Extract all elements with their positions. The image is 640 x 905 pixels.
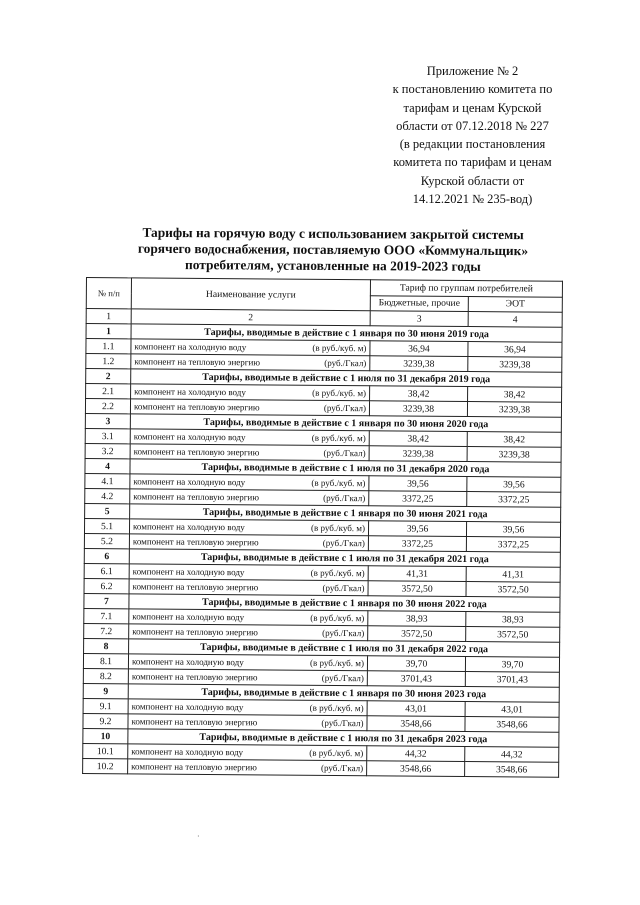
row-number: 10.1 [83, 743, 128, 758]
title-line: потребителям, установленные на 2019-2023 годы [185, 257, 481, 275]
row-number: 4.1 [85, 473, 130, 488]
group-number: 4 [85, 458, 130, 473]
tariff-eot-value: 38,93 [466, 611, 560, 627]
service-unit: (руб./Гкал) [322, 582, 365, 593]
service-name: компонент на тепловую энергию [131, 760, 257, 772]
service-name: компонент на холодную воду [134, 385, 246, 397]
service-unit: (в руб./куб. м) [310, 567, 365, 578]
row-number: 1.2 [86, 354, 131, 369]
tariff-budget-value: 3239,38 [369, 446, 467, 462]
tariff-budget-value: 3548,66 [367, 761, 465, 777]
service-wrap [133, 535, 365, 550]
tariff-eot-value: 38,42 [467, 431, 561, 447]
tariff-eot-value: 3701,43 [465, 671, 559, 687]
tariff-budget-value: 39,56 [369, 476, 467, 492]
tariff-eot-value: 36,94 [468, 342, 562, 358]
tariff-eot-value: 3239,38 [468, 357, 562, 373]
group-title: Тарифы, вводимые в действие с 1 января по 30 июня 2021 года [130, 504, 561, 522]
service-wrap [134, 340, 366, 355]
appendix-line: Курской области от [420, 173, 525, 188]
tariff-budget-value: 3239,38 [370, 356, 468, 372]
group-number: 10 [83, 728, 128, 743]
tariff-eot-value: 3239,38 [467, 446, 561, 462]
service-name: компонент на холодную воду [133, 430, 246, 442]
service-name: компонент на тепловую энергию [131, 670, 258, 682]
service-name: компонент на холодную воду [131, 745, 244, 757]
row-number: 6.2 [84, 578, 129, 593]
row-number: 7.2 [84, 623, 129, 638]
service-wrap [132, 655, 364, 670]
group-title: Тарифы, вводимые в действие с 1 июля по 31 декабря 2021 года [129, 549, 560, 567]
service-wrap [133, 490, 365, 505]
group-number: 9 [83, 683, 128, 698]
row-number: 6.1 [84, 563, 129, 578]
service-name: компонент на тепловую энергию [132, 580, 259, 592]
tariff-eot-value: 39,56 [467, 476, 561, 492]
tariff-budget-value: 3372,25 [368, 536, 466, 552]
service-name: компонент на тепловую энергию [131, 715, 258, 727]
row-number: 4.2 [85, 488, 130, 503]
service-name: компонент на тепловую энергию [132, 625, 258, 637]
group-number: 7 [84, 593, 129, 608]
tariff-budget-value: 36,94 [370, 341, 468, 357]
service-unit: (руб./Гкал) [323, 492, 366, 503]
group-number: 3 [85, 413, 130, 428]
service-wrap [131, 760, 363, 775]
tariff-budget-value: 3239,38 [369, 401, 467, 417]
service-name: компонент на холодную воду [132, 565, 245, 577]
group-title: Тарифы, вводимые в действие с 1 января по 30 июня 2020 года [130, 414, 561, 432]
tariff-budget-value: 39,70 [367, 656, 465, 672]
tariff-eot-value: 41,31 [466, 566, 560, 582]
tariff-eot-value: 39,56 [466, 521, 560, 537]
tariff-budget-value: 38,42 [369, 431, 467, 447]
row-number: 2.1 [86, 384, 131, 399]
tariff-eot-value: 39,70 [465, 656, 559, 672]
service-wrap [133, 565, 365, 580]
tariff-budget-value: 38,42 [370, 386, 468, 402]
group-title: Тарифы, вводимые в действие с 1 января по 30 июня 2022 года [129, 594, 560, 612]
row-number: 5.1 [84, 518, 129, 533]
service-unit: (в руб./куб. м) [312, 342, 367, 353]
tariff-eot-value: 3548,66 [465, 761, 559, 777]
service-unit: (в руб./куб. м) [309, 747, 364, 758]
row-number: 5.2 [84, 533, 129, 548]
service-wrap [133, 580, 365, 595]
service-name: компонент на холодную воду [132, 610, 245, 622]
tariff-eot-value: 3372,25 [466, 536, 560, 552]
appendix-line: комитета по тарифам и ценам [393, 155, 552, 170]
tariff-eot-value: 3572,50 [466, 581, 560, 597]
service-wrap [134, 445, 366, 460]
group-title: Тарифы, вводимые в действие с 1 июля по 31 декабря 2019 года [131, 369, 562, 387]
tariff-eot-value: 3372,25 [467, 491, 561, 507]
tariff-eot-value: 3572,50 [466, 626, 560, 642]
tariff-eot-value: 43,01 [465, 701, 559, 717]
appendix-line: Приложение № 2 [426, 64, 519, 78]
service-unit: (в руб./куб. м) [310, 612, 365, 623]
tariff-budget-value: 3372,25 [369, 491, 467, 507]
tariff-budget-value: 43,01 [367, 701, 465, 717]
row-number: 8.2 [83, 668, 128, 683]
service-wrap [134, 355, 366, 370]
tariff-budget-value: 3572,50 [368, 626, 466, 642]
service-wrap [133, 520, 365, 535]
service-wrap [132, 610, 364, 625]
document-title [88, 225, 578, 277]
header-row [86, 278, 562, 297]
service-name: компонент на холодную воду [131, 700, 244, 712]
service-wrap [132, 670, 364, 685]
service-name: компонент на холодную воду [133, 520, 245, 532]
header-col3: Бюджетные, прочие [370, 295, 468, 311]
appendix-line: 14.12.2021 № 235-вод) [412, 192, 533, 207]
tariff-budget-value: 3548,66 [367, 716, 465, 732]
service-unit: (руб./Гкал) [321, 672, 364, 683]
tariff-row [83, 758, 559, 777]
service-name: компонент на тепловую энергию [133, 490, 260, 502]
service-unit: (в руб./куб. м) [312, 387, 367, 398]
service-unit: (в руб./куб. м) [311, 522, 366, 533]
service-wrap [131, 715, 363, 730]
tariff-budget-value: 3701,43 [367, 671, 465, 687]
group-number: 8 [84, 638, 129, 653]
row-number: 1.1 [86, 339, 131, 354]
group-title: Тарифы, вводимые в действие с 1 июля по 31 декабря 2022 года [129, 639, 560, 657]
service-unit: (руб./Гкал) [321, 717, 364, 728]
service-name: компонент на тепловую энергию [134, 355, 261, 367]
group-title: Тарифы, вводимые в действие с 1 июля по 31 декабря 2023 года [128, 729, 559, 747]
tariff-eot-value: 3239,38 [467, 402, 561, 418]
group-number: 6 [84, 548, 129, 563]
appendix-line: к постановлению комитета по [392, 82, 553, 97]
service-unit: (в руб./куб. м) [311, 477, 366, 488]
title-line: горячего водоснабжения, поставляемую ООО «Коммунальщик» [137, 241, 529, 259]
group-number: 5 [85, 503, 130, 518]
service-unit: (в руб./куб. м) [309, 702, 364, 713]
group-title: Тарифы, вводимые в действие с 1 января по 30 июня 2019 года [131, 324, 562, 342]
tariff-budget-value: 39,56 [368, 521, 466, 537]
service-name: компонент на холодную воду [131, 655, 244, 667]
row-number: 9.1 [83, 698, 128, 713]
service-wrap [134, 385, 366, 400]
header-col4: ЭОТ [468, 296, 562, 312]
service-wrap [132, 625, 364, 640]
tariff-eot-value: 44,32 [465, 746, 559, 762]
service-unit: (руб./Гкал) [323, 447, 366, 458]
group-number: 1 [86, 324, 131, 339]
appendix-line: тарифам и ценам Курской [403, 100, 542, 115]
tariff-eot-value: 38,42 [468, 387, 562, 403]
header-num: № п/п [86, 278, 131, 309]
row-number: 3.2 [85, 443, 130, 458]
service-name: компонент на тепловую энергию [132, 535, 259, 547]
tariff-eot-value: 3548,66 [465, 716, 559, 732]
service-name: компонент на тепловую энергию [133, 445, 260, 457]
service-wrap [131, 745, 363, 760]
index-cell: 4 [468, 312, 562, 328]
service-unit: (руб./Гкал) [321, 762, 364, 773]
service-unit: (в руб./куб. м) [309, 657, 365, 668]
appendix-block [370, 62, 575, 208]
index-cell: 3 [370, 311, 468, 327]
tariff-table [82, 277, 563, 778]
service-unit: (в руб./куб. м) [311, 432, 366, 443]
service-unit: (руб./Гкал) [323, 402, 367, 413]
group-title: Тарифы, вводимые в действие с 1 июля по 31 декабря 2020 года [130, 459, 561, 477]
service-name: компонент на холодную воду [134, 340, 247, 352]
tariff-budget-value: 3572,50 [368, 581, 466, 597]
tariff-budget-value: 44,32 [367, 746, 465, 762]
group-number: 2 [86, 369, 131, 384]
row-number: 8.1 [83, 653, 128, 668]
row-number: 3.1 [85, 428, 130, 443]
header-service: Наименование услуги [131, 278, 370, 311]
service-wrap [132, 700, 364, 715]
service-wrap [134, 430, 366, 445]
row-number: 7.1 [84, 608, 129, 623]
tariff-budget-value: 38,93 [368, 611, 466, 627]
header-tariff-group: Тариф по группам потребителей [370, 280, 562, 297]
service-wrap [133, 475, 365, 490]
index-cell: 1 [86, 309, 131, 324]
row-number: 10.2 [83, 758, 128, 773]
row-number: 9.2 [83, 713, 128, 728]
appendix-line: (в редакции постановления [399, 137, 546, 152]
service-unit: (руб./Гкал) [324, 357, 367, 368]
tariff-table-body [83, 278, 563, 778]
service-name: компонент на холодную воду [133, 475, 246, 487]
service-unit: (руб./Гкал) [322, 627, 365, 638]
title-line: Тарифы на горячую воду с использованием закрытой системы [142, 224, 524, 243]
appendix-line: области от 07.12.2018 № 227 [396, 118, 549, 133]
service-name: компонент на тепловую энергию [133, 400, 260, 412]
row-number: 2.2 [85, 399, 130, 414]
service-cell [128, 759, 367, 776]
service-unit: (руб./Гкал) [322, 537, 365, 548]
group-title: Тарифы, вводимые в действие с 1 января по 30 июня 2023 года [128, 684, 559, 702]
index-cell: 2 [131, 309, 370, 326]
tariff-budget-value: 41,31 [368, 566, 466, 582]
scan-dot: · [197, 832, 200, 841]
service-wrap [134, 400, 366, 415]
